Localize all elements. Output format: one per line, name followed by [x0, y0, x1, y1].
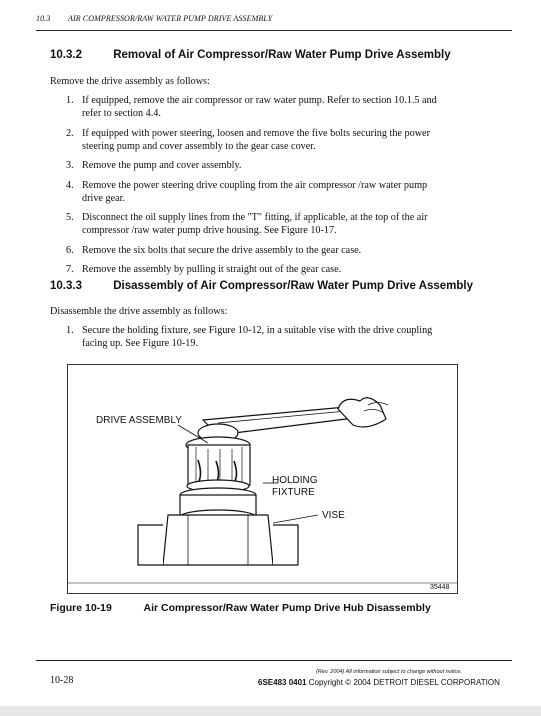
section-number: 10.3.2	[50, 49, 82, 61]
step-text-line: Remove the six bolts that secure the drive assembly to the gear case.	[82, 244, 362, 256]
removal-steps-list	[50, 94, 470, 283]
step-item	[50, 244, 470, 257]
footer-rule	[36, 660, 512, 661]
viewer-bottom-strip	[0, 706, 541, 716]
label-vise: VISE	[322, 510, 345, 521]
footer-copyright	[258, 678, 500, 687]
step-text-line: Secure the holding fixture, see Figure 10-12, in a suitable vise with the drive coupling	[82, 325, 433, 336]
step-number: 1.	[66, 325, 74, 336]
drive-hub-illustration	[68, 365, 457, 593]
header-section-number: 10.3	[36, 14, 51, 23]
disassembly-steps-list	[50, 324, 470, 357]
step-number: 3.	[66, 160, 74, 171]
step-text-line: Remove the assembly by pulling it straight out of the gear case.	[82, 264, 342, 275]
step-item	[50, 211, 470, 237]
step-number: 2.	[66, 127, 74, 139]
step-text-line: facing up. See Figure 10-19.	[82, 338, 198, 349]
copyright-text: Copyright © 2004 DETROIT DIESEL CORPORATION	[308, 678, 500, 687]
step-number: 7.	[66, 264, 74, 275]
step-text-line: Disconnect the oil supply lines from the "T" fitting, if applicable, at the top of the air	[82, 212, 428, 223]
step-item	[50, 324, 470, 350]
running-header	[36, 14, 272, 23]
figure-caption	[50, 602, 431, 614]
section-number: 10.3.3	[50, 280, 82, 292]
header-title: AIR COMPRESSOR/RAW WATER PUMP DRIVE ASSEMBLY	[67, 14, 273, 23]
label-drive-assembly: DRIVE ASSEMBLY	[96, 415, 182, 426]
step-number: 1.	[66, 95, 74, 106]
section-title: Disassembly of Air Compressor/Raw Water Pump Drive Assembly	[113, 280, 474, 292]
figure-caption-title: Air Compressor/Raw Water Pump Drive Hub Disassembly	[143, 602, 431, 614]
header-rule	[36, 30, 512, 31]
step-item	[50, 94, 470, 120]
label-holding: HOLDING	[272, 475, 318, 486]
step-item	[50, 159, 470, 172]
step-text-line: Remove the power steering drive coupling from the air compressor /raw water pump	[82, 179, 428, 191]
step-text-line: If equipped with power steering, loosen and remove the five bolts securing the power	[82, 127, 430, 139]
section-intro: Disassemble the drive assembly as follows:	[50, 306, 228, 317]
vise	[163, 515, 273, 565]
step-text-line: drive gear.	[82, 192, 125, 204]
step-number: 6.	[66, 244, 74, 256]
step-text-line: steering pump and cover assembly to the gear case cover.	[82, 140, 316, 152]
step-text-line: compressor /raw water pump drive housing. See Figure 10-17.	[82, 225, 337, 236]
revision-note: (Rev. 2004) All information subject to change without notice.	[316, 669, 462, 675]
step-number: 5.	[66, 212, 74, 223]
step-text-line: Remove the pump and cover assembly.	[82, 160, 242, 171]
document-number: 6SE483 0401	[258, 678, 307, 687]
label-fixture: FIXTURE	[272, 487, 315, 498]
section-intro: Remove the drive assembly as follows:	[50, 76, 210, 87]
step-number: 4.	[66, 179, 74, 191]
figure-illustration	[67, 364, 458, 594]
step-item	[50, 127, 470, 153]
step-text-line: If equipped, remove the air compressor or raw water pump. Refer to section 10.1.5 and	[82, 95, 437, 106]
page-number: 10-28	[50, 675, 74, 686]
step-item	[50, 179, 470, 205]
section-title: Removal of Air Compressor/Raw Water Pump Drive Assembly	[113, 49, 451, 61]
step-item	[50, 263, 470, 276]
figure-ref-number: 35448	[430, 584, 450, 591]
section-heading-removal	[50, 49, 451, 61]
section-heading-disassembly	[50, 280, 473, 292]
step-text-line: refer to section 4.4.	[82, 108, 161, 119]
figure-caption-number: Figure 10-19	[50, 602, 112, 614]
